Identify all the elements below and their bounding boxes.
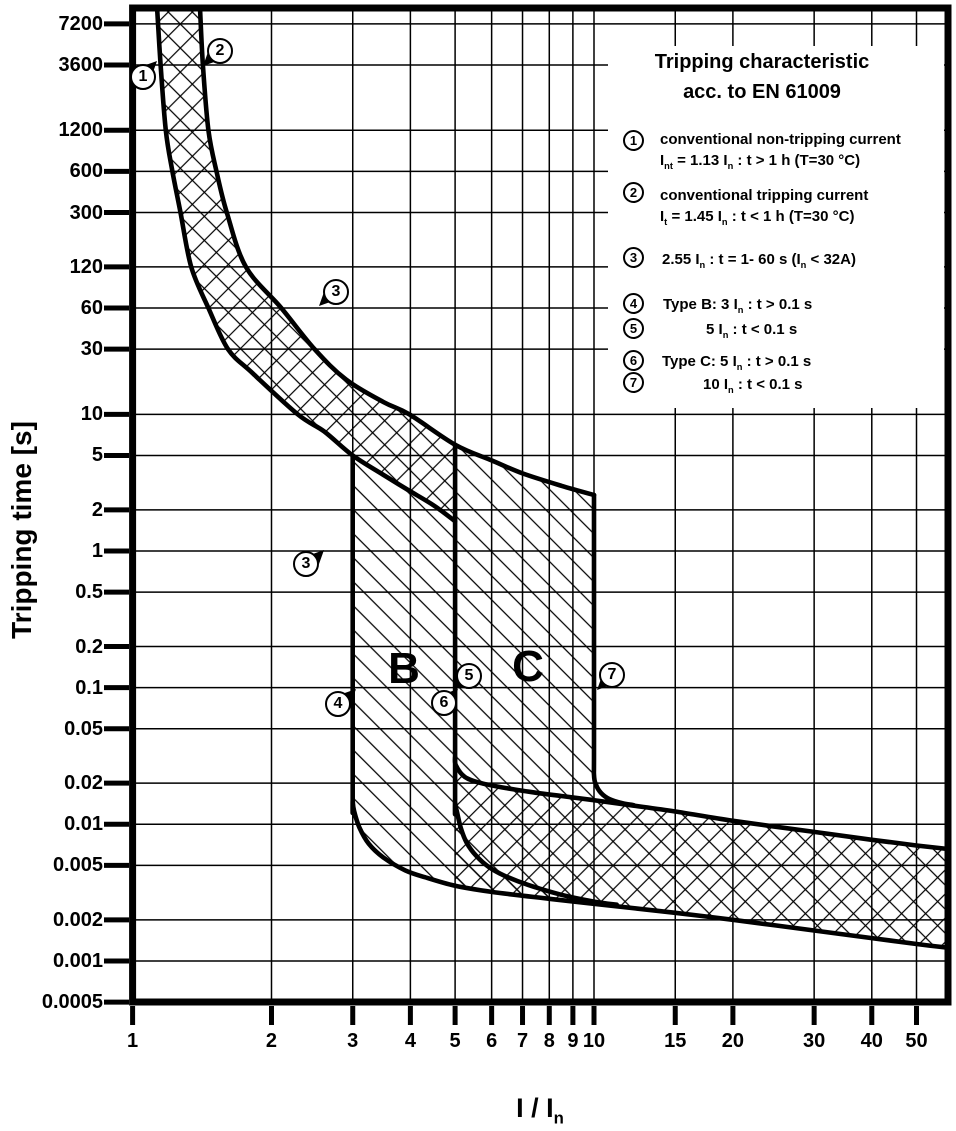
region-label-C: C bbox=[512, 642, 544, 691]
y-tick-label-120: 120 bbox=[69, 255, 103, 278]
y-tick-label-0.2: 0.2 bbox=[75, 635, 103, 658]
x-tick-label-15: 15 bbox=[664, 1030, 687, 1052]
y-tick-label-0.5: 0.5 bbox=[75, 581, 103, 604]
x-axis-title: I / $I_n$ bbox=[516, 1093, 564, 1128]
legend-title-line2: acc. to EN 61009 bbox=[683, 81, 841, 103]
plot-marker-circle-6-6: 6 bbox=[431, 690, 457, 716]
legend-marker-circle-4: 4 bbox=[623, 293, 644, 314]
plot-marker-circle-1-0: 1 bbox=[130, 64, 156, 90]
legend-item-5-line1: 5 $I_n$ : t < 0.1 s bbox=[706, 321, 798, 340]
y-tick-label-0.05: 0.05 bbox=[64, 717, 103, 740]
plot-marker-circle-2-1: 2 bbox=[207, 38, 233, 64]
legend-marker-circle-5: 5 bbox=[623, 318, 644, 339]
x-tick-label-20: 20 bbox=[721, 1030, 745, 1052]
legend-item-1-line1: conventional non-tripping current bbox=[660, 131, 901, 148]
legend-marker-circle-1: 1 bbox=[623, 130, 644, 151]
y-tick-label-300: 300 bbox=[69, 201, 103, 224]
y-tick-label-10: 10 bbox=[80, 403, 103, 426]
plot-marker-circle-5-5: 5 bbox=[456, 663, 482, 689]
x-tick-label-30: 30 bbox=[803, 1030, 826, 1052]
legend-item-7-line1: 10 $I_n$ : t < 0.1 s bbox=[703, 376, 803, 395]
y-tick-label-1: 1 bbox=[91, 540, 103, 562]
y-tick-label-600: 600 bbox=[69, 160, 103, 183]
x-tick-label-1: 1 bbox=[127, 1030, 139, 1052]
y-tick-label-30: 30 bbox=[80, 338, 103, 361]
y-tick-label-0.005: 0.005 bbox=[52, 854, 103, 877]
x-tick-label-3: 3 bbox=[347, 1030, 359, 1052]
plot-marker-circle-7-7: 7 bbox=[599, 662, 625, 688]
y-tick-label-60: 60 bbox=[80, 297, 103, 320]
plot-marker-circle-3-3: 3 bbox=[293, 551, 319, 577]
plot-marker-circle-3-2: 3 bbox=[323, 279, 349, 305]
x-tick-label-2: 2 bbox=[265, 1030, 278, 1052]
y-tick-label-5: 5 bbox=[91, 444, 103, 467]
x-tick-label-40: 40 bbox=[860, 1030, 883, 1052]
y-tick-label-3600: 3600 bbox=[58, 54, 103, 77]
x-tick-label-5: 5 bbox=[449, 1030, 461, 1052]
region-label-B: B bbox=[388, 644, 420, 693]
legend-marker-circle-3: 3 bbox=[623, 247, 644, 268]
x-tick-label-4: 4 bbox=[404, 1030, 416, 1052]
legend-marker-circle-7: 7 bbox=[623, 372, 644, 393]
legend-item-6-line1: Type C: 5 $I_n$ : t > 0.1 s bbox=[662, 353, 812, 372]
y-tick-label-1200: 1200 bbox=[58, 119, 103, 142]
legend-item-2-line1: conventional tripping current bbox=[660, 187, 869, 204]
y-axis-title: Tripping time [s] bbox=[6, 421, 37, 639]
x-tick-label-7: 7 bbox=[516, 1030, 529, 1052]
y-tick-label-2: 2 bbox=[91, 498, 103, 521]
legend-marker-circle-6: 6 bbox=[623, 350, 644, 371]
x-tick-label-8: 8 bbox=[543, 1030, 555, 1052]
y-tick-label-0.02: 0.02 bbox=[64, 772, 103, 795]
y-tick-label-7200: 7200 bbox=[58, 12, 103, 35]
y-tick-label-0.0005: 0.0005 bbox=[41, 991, 103, 1014]
plot-marker-circle-4-4: 4 bbox=[325, 691, 351, 717]
x-tick-label-10: 10 bbox=[582, 1030, 606, 1052]
x-tick-label-6: 6 bbox=[486, 1030, 498, 1052]
legend-item-4-line1: Type B: 3 $I_n$ : t > 0.1 s bbox=[663, 296, 813, 315]
legend-item-3-line1: 2.55 $I_n$ : t = 1- 60 s $(I_n < 32A)$ bbox=[662, 251, 856, 270]
x-tick-label-50: 50 bbox=[905, 1030, 928, 1052]
y-tick-label-0.002: 0.002 bbox=[52, 908, 103, 931]
legend-title-line1: Tripping characteristic bbox=[654, 51, 870, 73]
y-tick-label-0.01: 0.01 bbox=[64, 813, 103, 836]
legend-item-1-line2: $I_{nt} = 1.13$ $I_n$ : t > 1 h (T=30 °C) bbox=[660, 152, 861, 171]
legend-item-2-line2: $I_t = 1.45$ $I_n$ : t < 1 h (T=30 °C) bbox=[660, 208, 855, 227]
y-tick-label-0.1: 0.1 bbox=[75, 676, 103, 699]
legend-marker-circle-2: 2 bbox=[623, 182, 644, 203]
x-tick-label-9: 9 bbox=[567, 1030, 579, 1052]
y-tick-label-0.001: 0.001 bbox=[52, 949, 103, 972]
